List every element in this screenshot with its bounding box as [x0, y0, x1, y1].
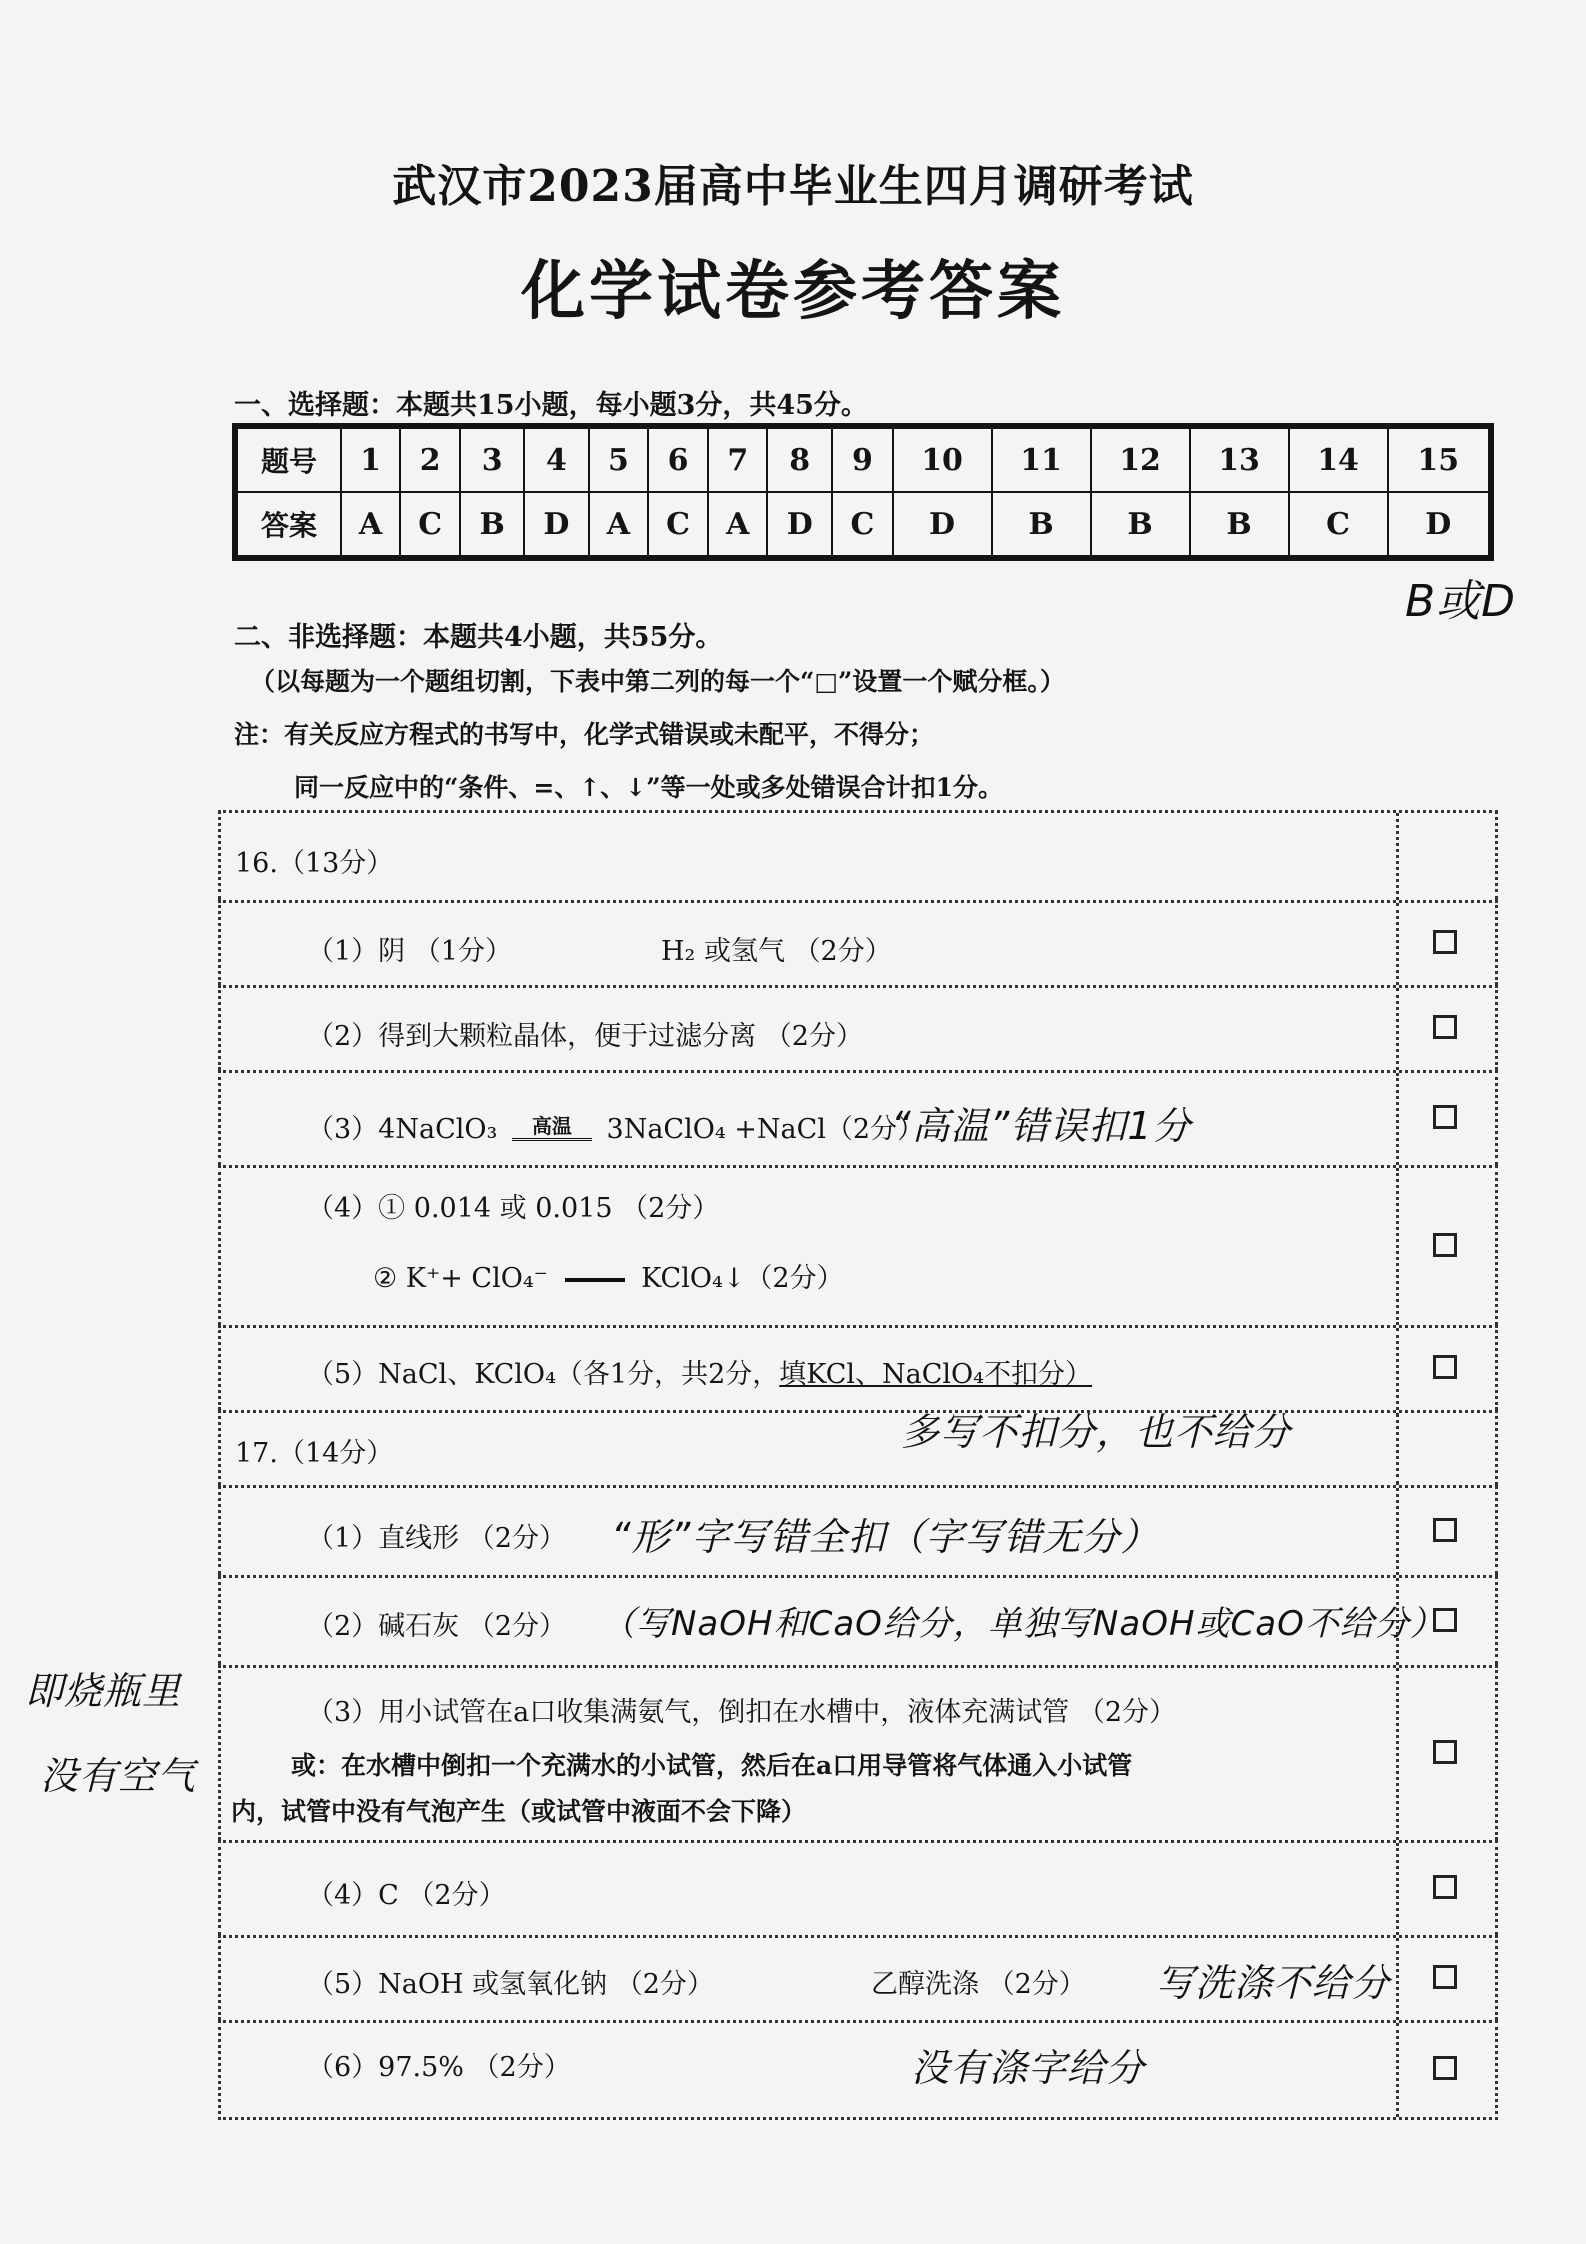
- q17-part4-row: [218, 1840, 1498, 1935]
- q17-part5-text: （5）NaOH 或氢氧化钠 （2分）: [307, 1969, 714, 2000]
- q16-part1-extra: H₂ 或氢气 （2分）: [661, 936, 892, 967]
- condition-label: 高温: [531, 1114, 572, 1138]
- section2-heading: 二、非选择题：本题共4小题，共55分。: [234, 622, 723, 653]
- table-cell: D: [767, 492, 832, 558]
- q16-part5-text: [307, 1352, 1092, 1391]
- score-checkbox[interactable]: [1433, 1233, 1457, 1257]
- table-row-answers: [235, 492, 1491, 558]
- table-cell: C: [400, 492, 460, 558]
- q16-part4-text-a: （4）① 0.014 或 0.015 （2分）: [307, 1193, 720, 1224]
- score-checkbox[interactable]: [1433, 1875, 1457, 1899]
- q17-part2-row: [218, 1575, 1498, 1665]
- table-cell: 9: [832, 426, 892, 492]
- equation-reactant: （3）4NaClO₃: [307, 1114, 498, 1145]
- q17-part5-text-b: 乙醇洗涤 （2分）: [871, 1969, 1086, 2000]
- table-cell: B: [992, 492, 1091, 558]
- score-checkbox[interactable]: [1433, 1965, 1457, 1989]
- score-column: [1396, 1413, 1495, 1485]
- q17-part3-text-a: （3）用小试管在a口收集满氨气，倒扣在水槽中，液体充满试管 （2分）: [307, 1697, 1177, 1728]
- q17-part6-row: [218, 2020, 1498, 2120]
- table-cell: 13: [1190, 426, 1289, 492]
- q16-part5-main: （5）NaCl、KClO₄（各1分，共2分，: [307, 1359, 780, 1390]
- q16-part2-row: [218, 985, 1498, 1070]
- q16-part4-row: [218, 1165, 1498, 1325]
- score-checkbox[interactable]: [1433, 1355, 1457, 1379]
- score-checkbox[interactable]: [1433, 2056, 1457, 2080]
- q17-part2-handwritten-note: （写NaOH和CaO给分，单独写NaOH或CaO不给分）: [601, 1604, 1445, 1644]
- margin-handwritten-note-2: 没有空气: [40, 1754, 197, 1798]
- score-checkbox[interactable]: [1433, 1518, 1457, 1542]
- table-cell: A: [589, 492, 648, 558]
- q16-part1-text: （1）阴 （1分）: [307, 936, 512, 967]
- q17-header-row: [218, 1410, 1498, 1485]
- table-cell: A: [341, 492, 400, 558]
- score-checkbox[interactable]: [1433, 930, 1457, 954]
- q17-part4-text: （4）C （2分）: [307, 1880, 506, 1911]
- section1-heading: 一、选择题：本题共15小题，每小题3分，共45分。: [234, 390, 868, 421]
- exam-title: 武汉市2023届高中毕业生四月调研考试: [392, 161, 1194, 212]
- table-cell: D: [1388, 492, 1491, 558]
- q17-part3-text-b: 或：在水槽中倒扣一个充满水的小试管，然后在a口用导管将气体通入小试管: [291, 1751, 1133, 1780]
- table-cell: 3: [460, 426, 524, 492]
- q17-part6-handwritten-note: 没有涤字给分: [911, 2046, 1146, 2090]
- table-cell: C: [832, 492, 892, 558]
- score-checkbox[interactable]: [1433, 1015, 1457, 1039]
- table-cell: C: [1289, 492, 1388, 558]
- q17-part6-text: （6）97.5% （2分）: [307, 2052, 571, 2083]
- table-cell: B: [460, 492, 524, 558]
- reaction-condition: [512, 1116, 592, 1145]
- q16-part3-handwritten-note: “高温”错误扣1分: [891, 1104, 1192, 1148]
- score-column: [1396, 813, 1495, 900]
- q17-part5-handwritten-note: 写洗涤不给分: [1156, 1961, 1391, 2005]
- q16-part1-row: [218, 900, 1498, 985]
- score-checkbox[interactable]: [1433, 1105, 1457, 1129]
- equation-product: 3NaClO₄ +NaCl（2分）: [606, 1114, 925, 1145]
- exam-subtitle: 化学试卷参考答案: [521, 254, 1065, 329]
- q16-part5-handwritten-note: 多写不扣分，也不给分: [901, 1410, 1292, 1454]
- section2-note-1: （以每题为一个题组切割，下表中第二列的每一个“□”设置一个赋分框。）: [250, 667, 1065, 696]
- equation-reactant: ② K⁺+ ClO₄⁻: [373, 1263, 548, 1294]
- q16-part4-equation: [373, 1256, 844, 1295]
- table-cell: 11: [992, 426, 1091, 492]
- q16-header-row: [218, 810, 1498, 900]
- handwritten-note-b-or-d: B或D: [1405, 576, 1517, 627]
- q16-part5-row: [218, 1325, 1498, 1410]
- equals-sign-icon: [512, 1138, 592, 1145]
- answer-table: [232, 423, 1494, 561]
- score-checkbox[interactable]: [1433, 1608, 1457, 1632]
- table-cell: 12: [1091, 426, 1190, 492]
- q17-part1-row: [218, 1485, 1498, 1575]
- score-checkbox[interactable]: [1433, 1740, 1457, 1764]
- q16-part3-row: [218, 1070, 1498, 1165]
- table-cell: D: [893, 492, 992, 558]
- q16-part5-underlined: 填KCl、NaClO₄不扣分）: [779, 1359, 1092, 1390]
- equals-sign-icon: [565, 1278, 625, 1282]
- q16-part2-text: （2）得到大颗粒晶体，便于过滤分离 （2分）: [307, 1021, 863, 1052]
- table-row-numbers: [235, 426, 1491, 492]
- table-cell: B: [1190, 492, 1289, 558]
- table-cell: 6: [648, 426, 708, 492]
- table-cell: 8: [767, 426, 832, 492]
- q17-part2-text: （2）碱石灰 （2分）: [307, 1611, 566, 1642]
- table-cell: D: [524, 492, 589, 558]
- q16-part3-equation: [307, 1107, 924, 1146]
- section2-note-2: 注：有关反应方程式的书写中，化学式错误或未配平，不得分；: [234, 720, 935, 749]
- table-cell: 15: [1388, 426, 1491, 492]
- q17-part3-text-c: 内，试管中没有气泡产生（或试管中液面不会下降）: [231, 1797, 807, 1826]
- q16-header: 16.（13分）: [235, 848, 394, 879]
- table-cell: 2: [400, 426, 460, 492]
- table-cell: 10: [893, 426, 992, 492]
- table-cell: C: [648, 492, 708, 558]
- table-cell: 4: [524, 426, 589, 492]
- table-cell: 1: [341, 426, 400, 492]
- table-cell: 5: [589, 426, 648, 492]
- q17-header: 17.（14分）: [235, 1438, 394, 1469]
- table-cell: 7: [708, 426, 767, 492]
- row-label-number: 题号: [235, 426, 341, 492]
- table-cell: A: [708, 492, 767, 558]
- scoring-grid: [218, 810, 1498, 2120]
- table-cell: 14: [1289, 426, 1388, 492]
- q17-part5-row: [218, 1935, 1498, 2020]
- q17-part1-text: （1）直线形 （2分）: [307, 1523, 566, 1554]
- row-label-answer: 答案: [235, 492, 341, 558]
- section2-note-3: 同一反应中的“条件、=、↑、↓”等一处或多处错误合计扣1分。: [294, 773, 1003, 802]
- equation-product: KClO₄↓（2分）: [641, 1263, 844, 1294]
- q17-part3-row: [218, 1665, 1498, 1840]
- table-cell: B: [1091, 492, 1190, 558]
- q17-part1-handwritten-note: “形”字写错全扣（字写错无分）: [611, 1515, 1160, 1559]
- margin-handwritten-note-1: 即烧瓶里: [25, 1669, 182, 1713]
